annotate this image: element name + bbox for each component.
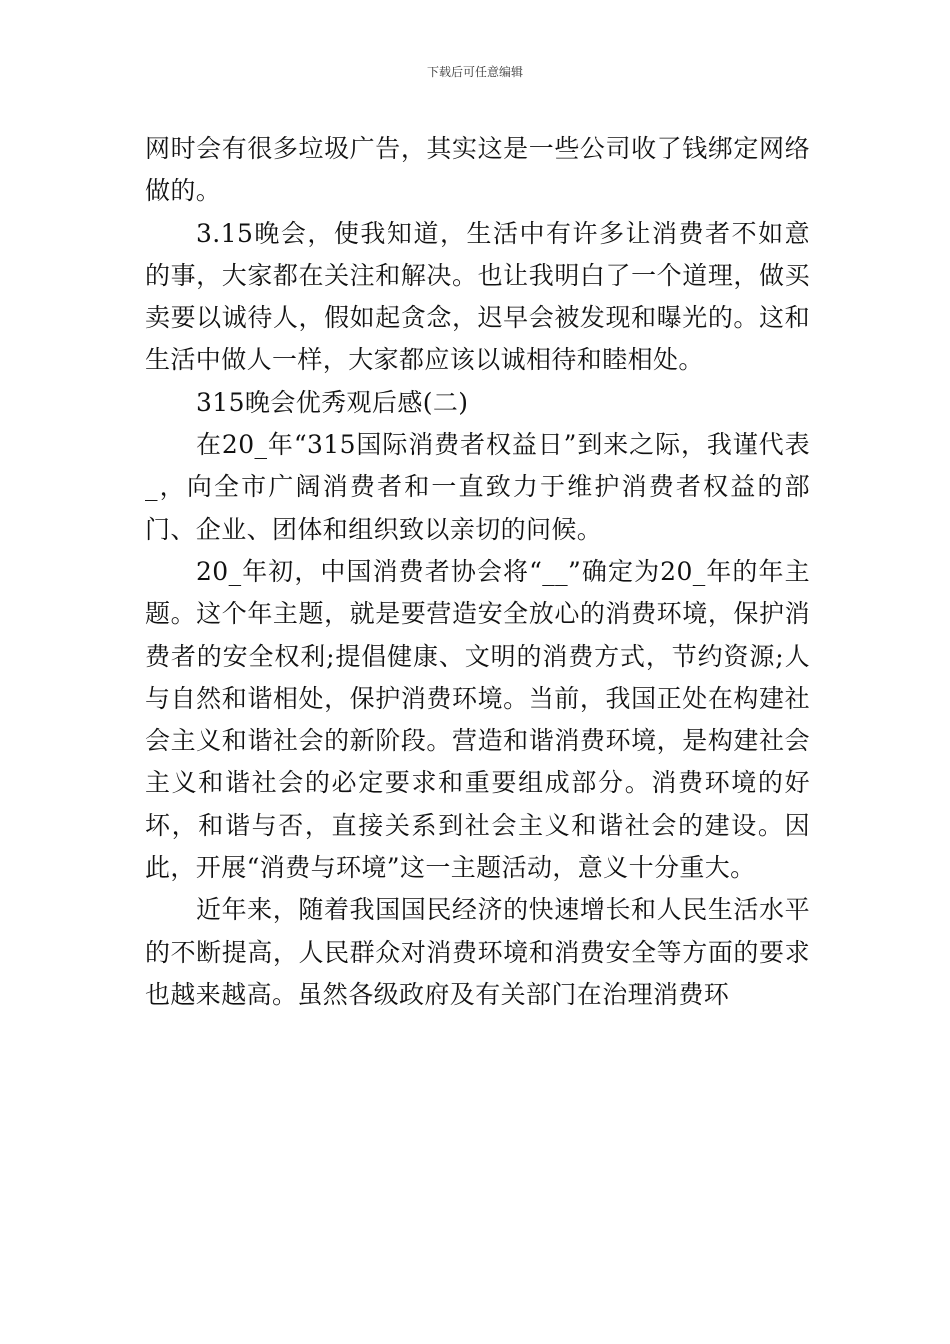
page-header-note: 下载后可任意编辑 <box>426 65 523 79</box>
paragraph: 3.15晚会，使我知道，生活中有许多让消费者不如意的事，大家都在关注和解决。也让我明白了一个道理，做买卖要以诚待人，假如起贪念，迟早会被发现和曝光的。这和生活中做人一样，大家都应该以诚相待和睦相处。 <box>145 218 810 375</box>
paragraph-continued: 网时会有很多垃圾广告，其实这是一些公司收了钱绑定网络做的。 <box>145 134 810 206</box>
paragraph: 20_年初，中国消费者协会将“__”确定为20_年的年主题。这个年主题，就是要营造安全放心的消费环境，保护消费者的安全权利;提倡健康、文明的消费方式，节约资源;人与自然和谐相处，保护消费环境。当前，我国正处在构建社会主义和谐社会的新阶段。营造和谐消费环境，是构建社会主义和谐社会的必定要求和重要组成部分。消费环境的好坏，和谐与否，直接关系到社会主义和谐社会的建设。因此，开展“消费与环境”这一主题活动，意义十分重大。 <box>145 556 810 883</box>
paragraph: 近年来，随着我国国民经济的快速增长和人民生活水平的不断提高，人民群众对消费环境和消费安全等方面的要求也越来越高。虽然各级政府及有关部门在治理消费环 <box>145 895 810 1009</box>
section-heading: 315晚会优秀观后感(二) <box>196 387 469 417</box>
paragraph: 在20_年“315国际消费者权益日”到来之际，我谨代表_，向全市广阔消费者和一直致力于维护消费者权益的部门、企业、团体和组织致以亲切的问候。 <box>145 430 810 544</box>
document-body <box>145 128 810 1016</box>
